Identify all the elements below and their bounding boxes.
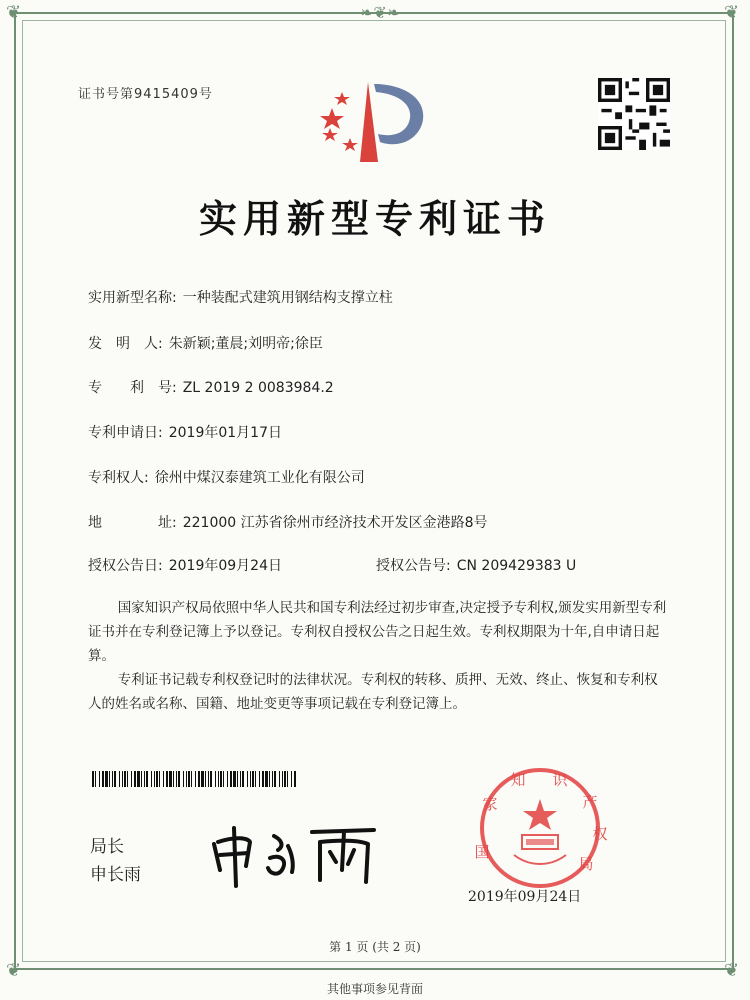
certificate-title: 实用新型专利证书: [198, 197, 551, 241]
svg-text:识: 识: [552, 771, 568, 789]
barcode-bar: [112, 771, 113, 787]
barcode-bar: [242, 771, 244, 787]
barcode-bar: [178, 771, 180, 787]
svg-text:产: 产: [582, 793, 598, 811]
barcode-bar: [137, 771, 140, 787]
barcode-bar: [272, 771, 273, 787]
barcode-bar: [119, 771, 120, 787]
barcode-bar: [233, 771, 236, 787]
barcode-bar: [186, 771, 187, 787]
barcode-bar: [205, 771, 206, 787]
svg-text:知: 知: [510, 771, 526, 789]
certificate-serial: 证书号第9415409号: [78, 87, 213, 102]
svg-text:权: 权: [592, 825, 608, 843]
field-inventor: [88, 333, 323, 353]
svg-text:局: 局: [578, 855, 594, 873]
barcode-bar: [255, 771, 256, 787]
field-grant-number: [376, 555, 576, 575]
barcode-bar: [183, 771, 184, 787]
field-label: 地 址:: [88, 515, 177, 531]
barcode-bar: [95, 771, 96, 787]
field-patent-number: [88, 377, 334, 397]
barcode-bar: [163, 771, 164, 787]
barcode-bar: [144, 771, 145, 787]
barcode-bar: [201, 771, 204, 787]
field-label: 专 利 号:: [88, 380, 177, 396]
barcode-bar: [218, 771, 219, 787]
corner-ornament-icon: ❦: [6, 960, 22, 981]
barcode-bar: [262, 771, 264, 787]
barcode-bar: [198, 771, 200, 787]
barcode-bar: [237, 771, 238, 787]
barcode-bar: [240, 771, 241, 787]
footer-note: 其他事项参见背面: [326, 982, 423, 996]
barcode-bar: [247, 771, 248, 787]
barcode-bar: [105, 771, 108, 787]
handwritten-signature: [208, 820, 390, 890]
barcode-bar: [195, 771, 196, 787]
barcode-bar: [291, 771, 292, 787]
field-value: 2019年09月24日: [168, 558, 282, 574]
barcode-bar: [208, 771, 209, 787]
barcode-bar: [265, 771, 268, 787]
patent-office-logo: [316, 78, 436, 162]
barcode-bar: [122, 771, 123, 787]
barcode-bar: [223, 771, 224, 787]
barcode-bar: [252, 771, 254, 787]
barcode-bar: [294, 771, 296, 787]
field-label: 专利权人:: [88, 470, 149, 486]
field-label: 授权公告日:: [88, 558, 163, 574]
barcode-bar: [146, 771, 148, 787]
barcode-bar: [191, 771, 192, 787]
barcode-bar: [210, 771, 212, 787]
official-seal: [452, 765, 628, 891]
field-utility-name: [88, 287, 393, 307]
barcode-bar: [131, 771, 132, 787]
barcode-bar: [176, 771, 177, 787]
barcode-bar: [102, 771, 104, 787]
field-label: 实用新型名称:: [88, 290, 177, 306]
barcode-bar: [287, 771, 288, 787]
barcode-bar: [284, 771, 286, 787]
barcode: [92, 771, 297, 787]
body-paragraph-2: 专利证书记载专利权登记时的法律状况。专利权的转移、质押、无效、终止、恢复和专利权人的姓名或名称、国籍、地址变更等事项记载在专利登记簿上。: [88, 672, 658, 712]
barcode-bar: [274, 771, 276, 787]
barcode-bar: [124, 771, 126, 787]
signer-name: 申长雨: [90, 865, 141, 885]
barcode-bar: [279, 771, 280, 787]
field-value: 2019年01月17日: [168, 425, 282, 441]
field-value: 一种装配式建筑用钢结构支撑立柱: [182, 290, 393, 306]
corner-ornament-icon: ❦: [6, 2, 22, 23]
field-address: [88, 512, 488, 532]
barcode-bar: [127, 771, 128, 787]
barcode-bar: [169, 771, 172, 787]
barcode-bar: [282, 771, 283, 787]
barcode-bar: [269, 771, 270, 787]
barcode-bar: [109, 771, 110, 787]
body-paragraph-1: 国家知识产权局依照中华人民共和国专利法经过初步审查,决定授予专利权,颁发实用新型专利证书并在专利登记簿上予以登记。专利权自授权公告之日起生效。专利权期限为十年,自申请日起算。: [88, 600, 667, 664]
signer-title: 局长: [90, 837, 124, 857]
barcode-bar: [99, 771, 100, 787]
field-value: ZL 2019 2 0083984.2: [182, 380, 334, 396]
barcode-bar: [227, 771, 228, 787]
barcode-bar: [230, 771, 232, 787]
barcode-bar: [259, 771, 260, 787]
field-label: 发 明 人:: [88, 336, 163, 352]
barcode-bar: [92, 771, 94, 787]
barcode-bar: [188, 771, 190, 787]
barcode-bar: [141, 771, 142, 787]
corner-ornament-icon: ❦: [724, 960, 740, 981]
barcode-bar: [166, 771, 168, 787]
barcode-bar: [215, 771, 216, 787]
barcode-bar: [220, 771, 222, 787]
field-value: 朱新颖;董晨;刘明帝;徐臣: [168, 336, 323, 352]
svg-text:国: 国: [474, 843, 490, 861]
field-value: 221000 江苏省徐州市经济技术开发区金港路8号: [182, 515, 488, 531]
barcode-bar: [114, 771, 116, 787]
qr-code: [598, 78, 670, 150]
barcode-bar: [154, 771, 155, 787]
field-patent-holder: [88, 467, 365, 487]
field-label: 专利申请日:: [88, 425, 163, 441]
field-label: 授权公告号:: [376, 558, 451, 574]
top-ornament-icon: ❧❦❧: [360, 3, 401, 22]
barcode-bar: [173, 771, 174, 787]
svg-text:家: 家: [482, 795, 498, 813]
field-value: 徐州中煤汉泰建筑工业化有限公司: [154, 470, 365, 486]
barcode-bar: [159, 771, 160, 787]
field-grant-date: [88, 555, 282, 575]
field-value: CN 209429383 U: [456, 558, 577, 574]
field-apply-date: [88, 422, 282, 442]
barcode-bar: [151, 771, 152, 787]
page-number: 第 1 页 (共 2 页): [329, 940, 421, 954]
corner-ornament-icon: ❦: [724, 2, 740, 23]
barcode-bar: [156, 771, 158, 787]
barcode-bar: [250, 771, 251, 787]
seal-date: 2019年09月24日: [468, 889, 582, 905]
barcode-bar: [134, 771, 136, 787]
